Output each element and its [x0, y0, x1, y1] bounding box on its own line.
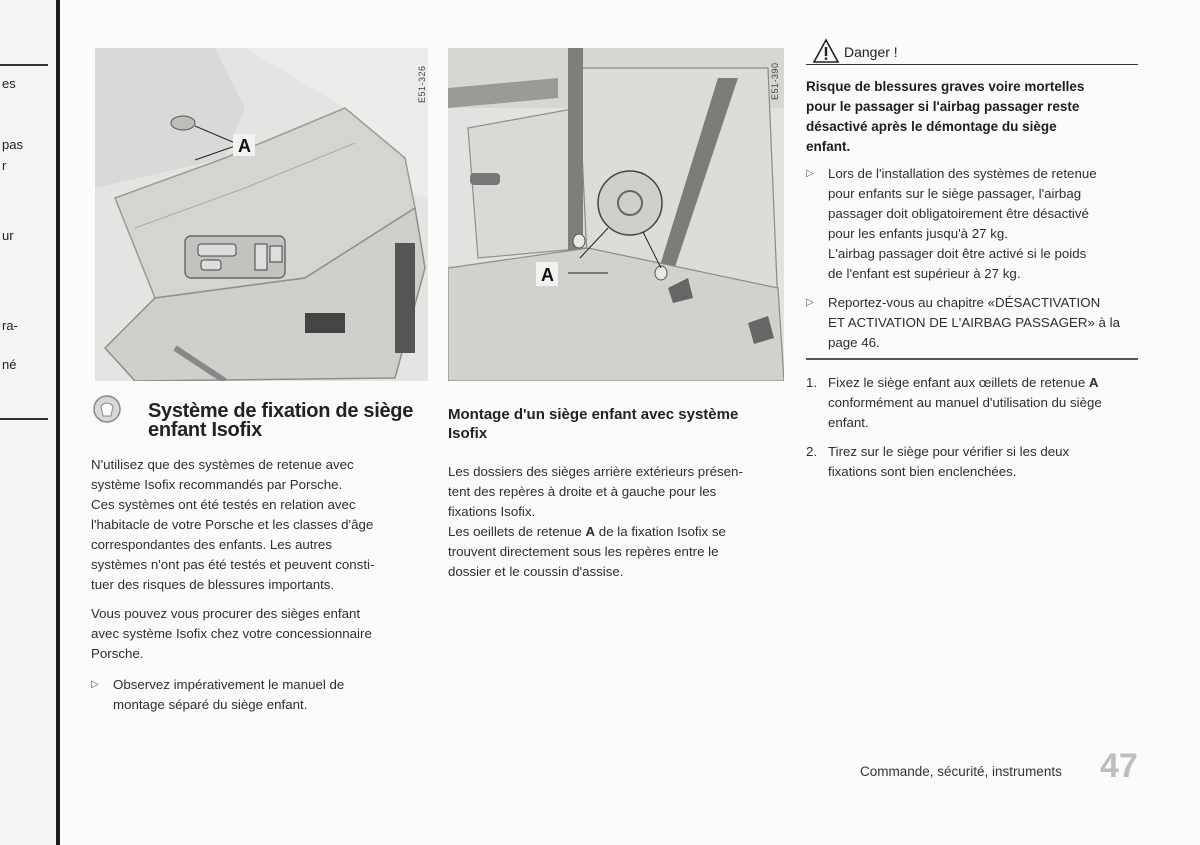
section-title	[148, 402, 413, 440]
text-line: conformément au manuel d'utilisation du siège	[828, 395, 1102, 410]
text-line: page 46.	[828, 335, 880, 350]
danger-warning-text	[806, 77, 1136, 157]
bullet-item	[806, 164, 1141, 284]
text-line: Reportez-vous au chapitre «DÉSACTIVATION	[828, 295, 1101, 310]
text-line: désactivé après le démontage du siège	[806, 119, 1057, 134]
text-line: Porsche.	[91, 646, 144, 661]
text-line: trouvent directement sous les repères entre le	[448, 544, 719, 559]
markers-paragraph	[448, 462, 788, 582]
front-seat-figure	[95, 48, 428, 381]
danger-end-rule	[806, 358, 1138, 360]
text-line: N'utilisez que des systèmes de retenue avec	[91, 457, 354, 472]
page-rule	[0, 64, 48, 66]
text-line: système Isofix recommandés par Porsche.	[91, 477, 343, 492]
bullet-text	[828, 293, 1120, 353]
bullet-item	[91, 675, 411, 715]
figure-code: E51-326	[417, 65, 427, 103]
bullet-text	[828, 164, 1097, 284]
text-line: passager doit obligatoirement être désactivé	[828, 206, 1089, 221]
text-line: Lors de l'installation des systèmes de retenue	[828, 166, 1097, 181]
text-line: Observez impérativement le manuel de	[113, 677, 345, 692]
text-line: fixations sont bien enclenchées.	[828, 464, 1017, 479]
dealer-paragraph	[91, 604, 411, 664]
bullet-marker-icon: ▷	[806, 168, 814, 179]
text-line: l'habitacle de votre Porsche et les classes d'âge	[91, 517, 374, 532]
page-fragment: es	[2, 76, 16, 91]
text-line: Tirez sur le siège pour vérifier si les deux	[828, 444, 1070, 459]
text-line: de l'enfant est supérieur à 27 kg.	[828, 266, 1021, 281]
page-rule	[0, 418, 48, 420]
text-line: fixations Isofix.	[448, 504, 536, 519]
page-number: 47	[1100, 747, 1138, 785]
text-line: pour le passager si l'airbag passager reste	[806, 99, 1080, 114]
text-line: systèmes n'ont pas été testés et peuvent consti-	[91, 557, 375, 572]
section-title-line: enfant Isofix	[148, 419, 262, 441]
text-line: Ces systèmes ont été testés en relation avec	[91, 497, 356, 512]
text-line: pour enfants sur le siège passager, l'airbag	[828, 186, 1082, 201]
step-number: 2.	[806, 444, 818, 459]
step-text	[828, 442, 1069, 482]
rear-seat-figure	[448, 48, 784, 381]
isofix-intro-paragraph	[91, 455, 411, 595]
text-line: ET ACTIVATION DE L'AIRBAG PASSAGER» à la	[828, 315, 1120, 330]
page-fragment: ur	[2, 228, 14, 243]
child-seat-icon	[92, 394, 122, 429]
danger-heading	[806, 40, 1138, 65]
text-line: Vous pouvez vous procurer des sièges enfant	[91, 606, 361, 621]
bullet-marker-icon: ▷	[91, 679, 99, 690]
figure-label-a: A	[541, 265, 554, 285]
text-line: montage séparé du siège enfant.	[113, 697, 308, 712]
figure-label-a: A	[238, 136, 251, 156]
previous-page-edge	[0, 0, 60, 845]
bullet-text	[113, 675, 344, 715]
text-line: pour les enfants jusqu'à 27 kg.	[828, 226, 1008, 241]
text-line: dossier et le coussin d'assise.	[448, 564, 624, 579]
page-fragment: r	[2, 158, 7, 173]
page-fragment: pas	[2, 137, 23, 152]
page-fragment: ra-	[2, 318, 18, 333]
text-line: Risque de blessures graves voire mortelles	[806, 79, 1085, 94]
text-line: L'airbag passager doit être activé si le poids	[828, 246, 1087, 261]
text-line: tuer des risques de blessures importants.	[91, 577, 335, 592]
text-line: tent des repères à droite et à gauche pour les	[448, 484, 717, 499]
section-title	[448, 405, 788, 443]
text-line: Les oeillets de retenue A de la fixation Isofix se	[448, 524, 726, 539]
section-title-line: Isofix	[448, 425, 488, 442]
danger-title: Danger !	[844, 44, 898, 60]
text-line: Fixez le siège enfant aux œillets de retenue A	[828, 375, 1099, 390]
text-line: avec système Isofix chez votre concessionnaire	[91, 626, 372, 641]
figure-code: E51-390	[770, 62, 780, 100]
step-number: 1.	[806, 375, 818, 390]
bullet-marker-icon: ▷	[806, 297, 814, 308]
text-line: enfant.	[806, 139, 851, 154]
step-item	[806, 373, 1141, 433]
section-title-line: Système de fixation de siège	[148, 400, 414, 422]
text-line: enfant.	[828, 415, 869, 430]
section-title-line: Montage d'un siège enfant avec système	[448, 406, 739, 423]
step-item	[806, 442, 1141, 482]
bullet-item	[806, 293, 1141, 353]
step-text	[828, 373, 1102, 433]
page-fragment: né	[2, 357, 17, 372]
text-line: Les dossiers des sièges arrière extérieurs présen-	[448, 464, 743, 479]
warning-triangle-icon	[812, 38, 840, 64]
footer-chapter: Commande, sécurité, instruments	[860, 764, 1062, 779]
text-line: correspondantes des enfants. Les autres	[91, 537, 332, 552]
